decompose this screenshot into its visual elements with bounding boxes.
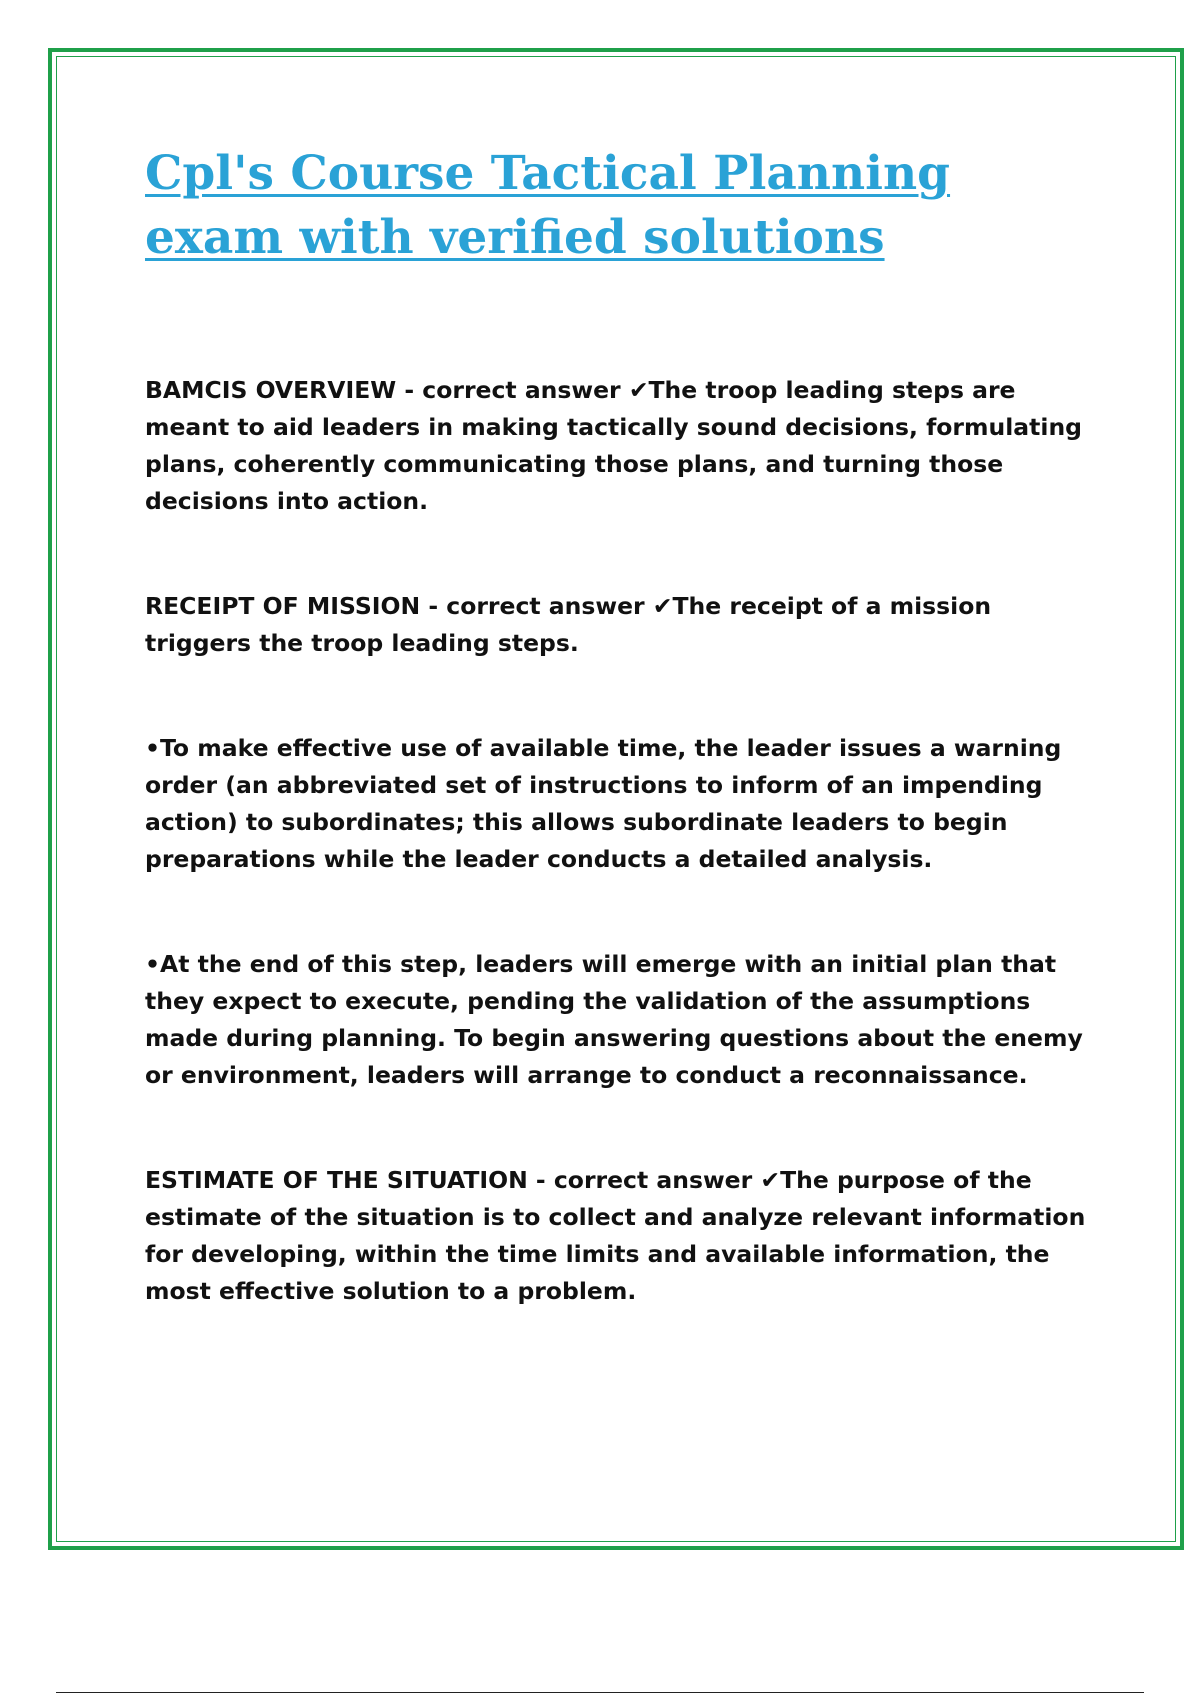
paragraph-initial-plan: •At the end of this step, leaders will emerge with an initial plan that they expect to execute, pending the validation of the assumptions made during planning. To begin answering questions about the enemy or environment, leaders will arrange to conduct a reconnaissance.: [145, 950, 1083, 1089]
paragraph-bamcis-overview: BAMCIS OVERVIEW - correct answer ✔The troop leading steps are meant to aid leaders in making tactically sound decisions, formulating plans, coherently communicating those plans, and turning those decisions into action.: [145, 376, 1082, 515]
document-body: [145, 372, 1095, 1378]
document-title: Cpl's Course Tactical Planning exam with verified solutions: [145, 146, 951, 265]
paragraph-estimate-of-situation: ESTIMATE OF THE SITUATION - correct answer ✔The purpose of the estimate of the situation is to collect and analyze relevant information for developing, within the time limits and available information, the most effective solution to a problem.: [145, 1166, 1086, 1305]
footer-rule: [56, 1692, 1144, 1693]
paragraph-warning-order: •To make effective use of available time, the leader issues a warning order (an abbreviated set of instructions to inform of an impending action) to subordinates; this allows subordinate leaders to begin preparations while the leader conducts a detailed analysis.: [145, 734, 1062, 873]
paragraph-receipt-of-mission: RECEIPT OF MISSION - correct answer ✔The receipt of a mission triggers the troop leading steps.: [145, 592, 992, 657]
